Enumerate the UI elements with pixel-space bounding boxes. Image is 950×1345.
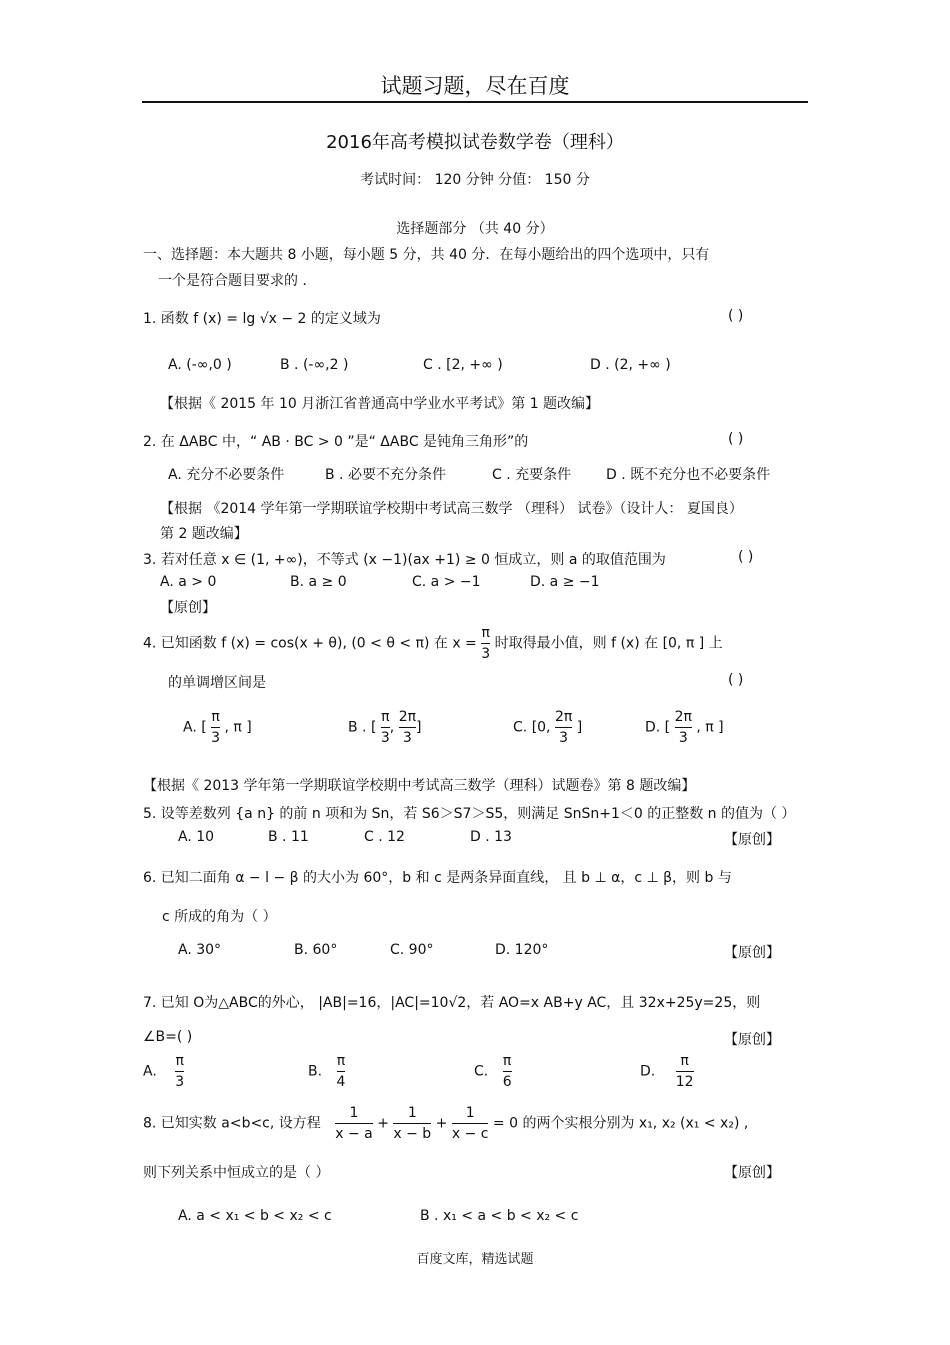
fraction-bar	[503, 1071, 512, 1072]
numerator: 1	[465, 1105, 475, 1121]
question-source: 【根据 《2014 学年第一学期联谊学校期中考试高三数学 （理科） 试卷》（设计人： 夏国良）	[160, 501, 743, 517]
option-b: B. a ≥ 0	[290, 574, 347, 590]
answer-bracket: ( )	[738, 549, 754, 565]
stem-part-1: 8. 已知实数 a<b<c, 设方程	[143, 1115, 321, 1132]
option-c	[513, 708, 582, 747]
denominator: x − a	[335, 1126, 373, 1142]
question-source: 【根据《 2013 学年第一学期联谊学校期中考试高三数学（理科）试题卷》第 8 题改编】	[143, 778, 696, 794]
denominator: x − b	[393, 1126, 432, 1142]
numerator: π	[680, 1053, 689, 1069]
denominator: 3	[481, 646, 491, 662]
question-7-stem-cont: ∠B=( )	[143, 1029, 193, 1045]
numerator: π	[481, 625, 490, 641]
option-d: D . (2, +∞ )	[590, 357, 671, 373]
option-label: D.	[640, 1063, 656, 1080]
option-c: C . 12	[364, 829, 405, 845]
question-4-stem	[143, 624, 723, 663]
numerator: 2π	[398, 709, 417, 725]
answer-bracket: ( )	[728, 308, 744, 324]
option-label: A.	[143, 1063, 157, 1080]
question-4-stem-cont: 的单调增区间是	[168, 675, 266, 691]
question-7-stem: 7. 已知 O为△ABC的外心， |AB|=16，|AC|=10√2，若 AO=x AB+y AC，且 32x+25y=25，则	[143, 995, 761, 1011]
denominator: 3	[402, 730, 412, 746]
answer-bracket: ( )	[728, 672, 744, 688]
numerator: π	[175, 1053, 184, 1069]
fraction-bar	[175, 1071, 184, 1072]
denominator: 6	[502, 1074, 512, 1090]
exam-title: 2016年高考模拟试卷数学卷（理科）	[326, 132, 624, 153]
fraction	[381, 708, 390, 747]
option-c: C . 充要条件	[492, 467, 572, 483]
question-source: 【原创】	[160, 600, 216, 616]
numerator: π	[381, 709, 390, 725]
denominator: x − c	[451, 1126, 489, 1142]
option-c: C . [2, +∞ )	[423, 357, 503, 373]
fraction	[481, 624, 490, 663]
fraction-bar	[381, 727, 390, 728]
question-source-cont: 第 2 题改编】	[160, 526, 248, 542]
stem-part-1: 4. 已知函数 f (x) = cos(x + θ), (0 < θ < π) 在 x =	[143, 635, 477, 652]
option-b: B . 必要不充分条件	[325, 467, 446, 483]
fraction	[555, 708, 572, 747]
option-head: [0,	[531, 719, 551, 736]
option-d: D . 既不充分也不必要条件	[606, 467, 771, 483]
numerator: π	[336, 1053, 346, 1069]
denominator: 3	[380, 730, 390, 746]
page-footer: 百度文库，精选试题	[416, 1252, 534, 1267]
section-intro: 一、选择题：本大题共 8 小题，每小题 5 分，共 40 分．在每小题给出的四个选项中，只有	[143, 247, 710, 263]
denominator: 3	[559, 730, 569, 746]
option-b: B . [ $\frac{\pi}{3}$ , $\frac{2\pi}{3}$ ]	[348, 709, 422, 746]
option-a: A. (-∞,0 )	[168, 357, 232, 373]
option-label: D.	[645, 719, 661, 736]
numerator: π	[502, 1053, 512, 1069]
question-source: 【原创】	[724, 1032, 780, 1048]
option-c	[474, 1052, 512, 1091]
numerator: 2π	[674, 709, 692, 725]
stem-part-2: = 0 的两个实根分别为 x₁, x₂ (x₁ < x₂) ,	[492, 1115, 749, 1132]
option-b: B . (-∞,2 )	[280, 357, 349, 373]
fraction	[335, 1104, 373, 1143]
option-label: A. [	[183, 719, 207, 736]
question-source: 【原创】	[724, 832, 780, 848]
option-d: D. a ≥ −1	[530, 574, 600, 590]
option-label: B.	[308, 1063, 323, 1080]
numerator: 1	[407, 1105, 417, 1121]
exam-info: 考试时间： 120 分钟 分值： 150 分	[360, 172, 590, 188]
question-8-stem-cont: 则下列关系中恒成立的是（ ）	[143, 1165, 330, 1181]
fraction-bar	[555, 727, 572, 728]
question-6-stem-cont: c 所成的角为（ ）	[162, 909, 277, 925]
option-a: A. 10	[178, 829, 215, 845]
numerator: π	[211, 709, 220, 725]
denominator: 4	[336, 1074, 346, 1090]
fraction-bar	[481, 643, 490, 644]
option-b	[308, 1052, 345, 1091]
fraction	[175, 1052, 184, 1091]
option-a	[143, 1052, 184, 1091]
option-d	[640, 1052, 694, 1091]
fraction-bar	[393, 1123, 431, 1124]
option-a: A. a < x₁ < b < x₂ < c	[178, 1208, 332, 1224]
question-6-stem: 6. 已知二面角 α − l − β 的大小为 60°，b 和 c 是两条异面直线， 且 b ⊥ α，c ⊥ β，则 b 与	[143, 870, 732, 886]
option-a: A. 充分不必要条件	[168, 467, 285, 483]
question-source: 【原创】	[724, 945, 780, 961]
question-source: 【根据《 2015 年 10 月浙江省普通高中学业水平考试》第 1 题改编】	[160, 396, 600, 412]
option-a: A. a > 0	[160, 574, 217, 590]
option-d: D . 13	[470, 829, 512, 845]
fraction-bar	[211, 727, 220, 728]
option-d: D. [ $\frac{2\pi}{3}$ , π ]	[645, 709, 724, 746]
page-header: 试题习题，尽在百度	[380, 74, 570, 98]
fraction	[675, 708, 692, 747]
option-d: D. 120°	[495, 942, 549, 958]
fraction-bar	[399, 727, 416, 728]
option-tail: , π ]	[224, 719, 252, 736]
numerator: 2π	[554, 709, 573, 725]
fraction	[503, 1052, 512, 1091]
denominator: 3	[678, 730, 688, 746]
fraction	[211, 708, 220, 747]
question-5-stem: 5. 设等差数列 {a n} 的前 n 项和为 Sn，若 S6＞S7＞S5，则满足 SnSn+1＜0 的正整数 n 的值为（ ）	[143, 806, 796, 822]
stem-part-2: 时取得最小值，则 f (x) 在 [0, π ] 上	[494, 635, 723, 652]
option-label: B . [	[348, 719, 377, 736]
denominator: 3	[175, 1074, 185, 1090]
question-2-stem: 2. 在 ΔABC 中，“ AB · BC > 0 ”是“ ΔABC 是钝角三角形”的	[143, 434, 529, 450]
denominator: 12	[675, 1074, 694, 1090]
option-b: B. 60°	[294, 942, 338, 958]
fraction	[676, 1052, 694, 1091]
option-a: A. 30°	[178, 942, 222, 958]
option-tail: ]	[576, 719, 583, 736]
fraction-bar	[676, 1071, 694, 1072]
question-3-stem: 3. 若对任意 x ∈ (1, +∞)，不等式 (x −1)(ax +1) ≥ 0 恒成立，则 a 的取值范围为	[143, 552, 666, 568]
header-rule	[142, 101, 808, 103]
part-title: 选择题部分 （共 40 分）	[396, 221, 554, 237]
option-c: C. a > −1	[412, 574, 481, 590]
fraction	[337, 1052, 346, 1091]
fraction-bar	[335, 1123, 373, 1124]
denominator: 3	[211, 730, 221, 746]
fraction-bar	[337, 1071, 346, 1072]
option-a	[183, 708, 252, 747]
fraction-bar	[675, 727, 692, 728]
answer-bracket: ( )	[728, 431, 744, 447]
option-label: C.	[474, 1063, 489, 1080]
question-source: 【原创】	[724, 1165, 780, 1181]
option-label: C.	[513, 719, 528, 736]
fraction	[399, 708, 416, 747]
question-1-stem: 1. 函数 f (x) = lg √x − 2 的定义域为	[143, 311, 381, 327]
fraction	[452, 1104, 489, 1143]
numerator: 1	[349, 1105, 359, 1121]
question-8-stem: 8. 已知实数 a<b<c, 设方程 $\frac{1}{x - a}$ + $\frac{1}{x - b}$ + $\frac{1}{x - c}$ = 0 的两个实根分别为 x₁, x₂ (x₁ < x₂) ,	[143, 1105, 749, 1142]
fraction-bar	[452, 1123, 489, 1124]
option-c: C. 90°	[390, 942, 434, 958]
section-intro-cont: 一个是符合题目要求的 ．	[158, 273, 317, 289]
option-b: B . 11	[268, 829, 309, 845]
option-tail: , π ]	[696, 719, 724, 736]
option-b: B . x₁ < a < b < x₂ < c	[420, 1208, 579, 1224]
fraction	[393, 1104, 431, 1143]
